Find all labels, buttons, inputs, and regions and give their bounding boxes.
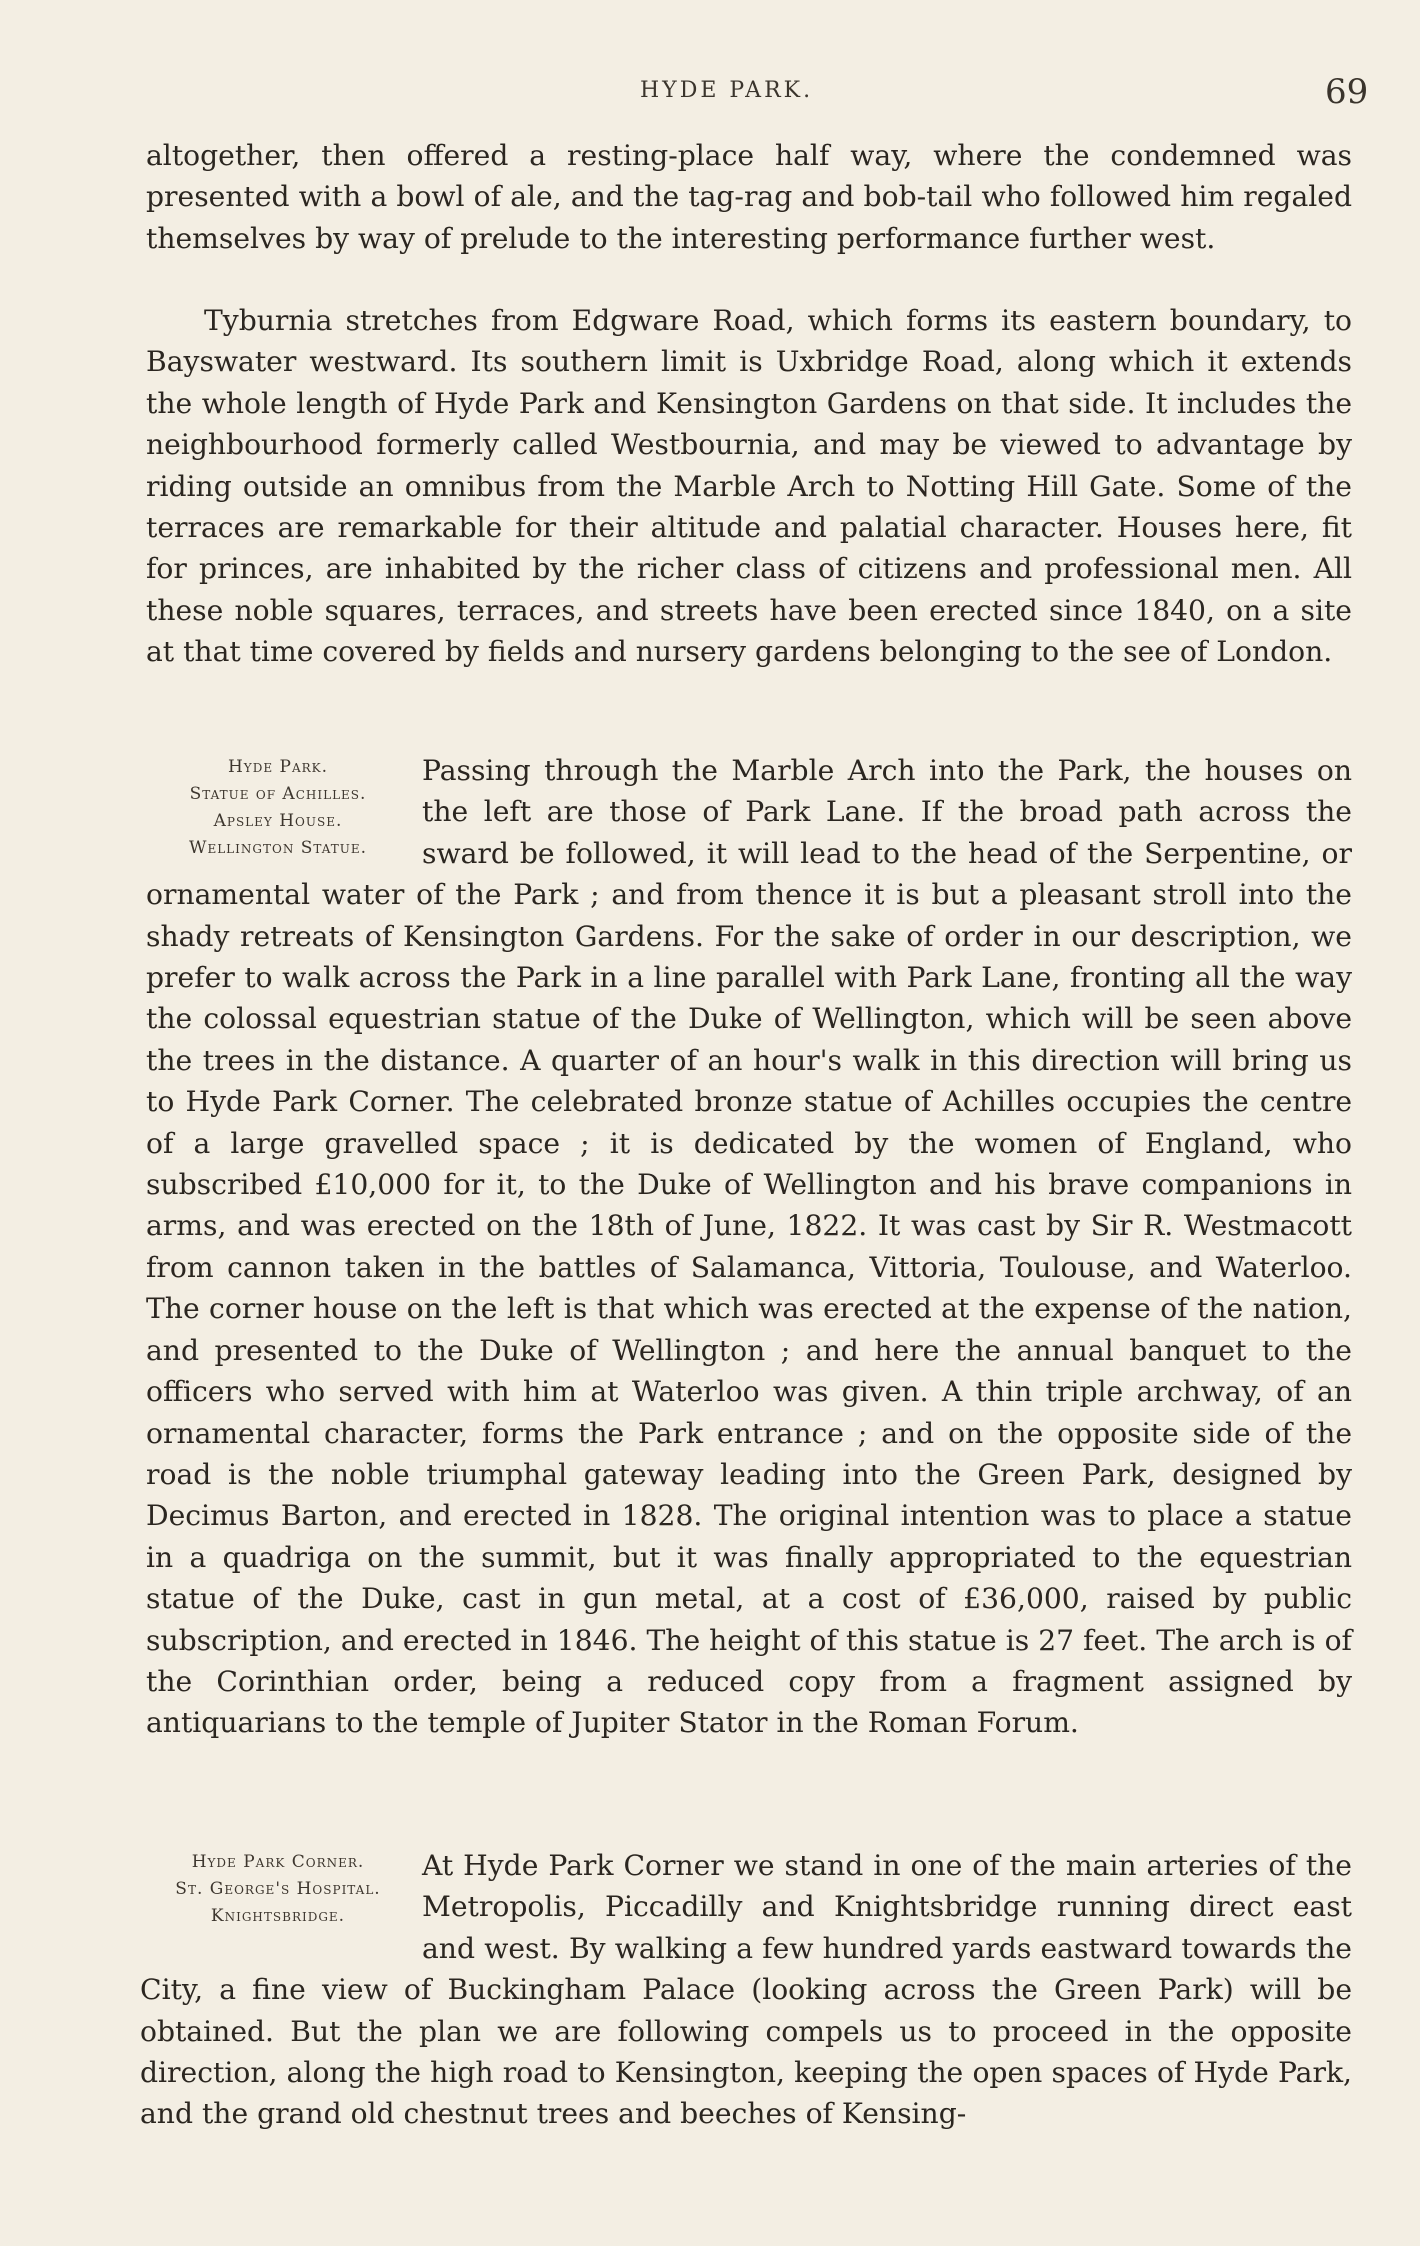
side-notes-hyde-park-corner [140, 1851, 416, 1932]
side-note: Wellington Statue. [188, 838, 368, 858]
running-head: HYDE PARK. [640, 78, 814, 103]
side-note: Apsley House. [213, 811, 343, 831]
section-hyde-park [140, 750, 1352, 1744]
page-number: 69 [1325, 72, 1369, 112]
paragraph-hyde-park-corner: At Hyde Park Corner we stand in one of the main arteries of the Metropolis, Piccadilly and Knightsbridge running direct east and west. By walking a few hundred yards eastward towards the City, a fine view of Buckingham Palace (looking across the Green Park) will be obtained. But the plan we are following compels us to proceed in the opposite direction, along the high road to Kensington, keeping the open spaces of Hyde Park, and the grand old chestnut trees and beeches of Kensing- [140, 1849, 1352, 2131]
section-hyde-park-corner [140, 1845, 1352, 2135]
side-note: Hyde Park. [227, 757, 329, 777]
side-note: Statue of Achilles. [189, 784, 367, 804]
paragraph-hyde-park: Passing through the Marble Arch into the Park, the houses on the left are those of Park Lane. If the broad path across the sward be followed, it will lead to the head of the Serpentine, or ornamental water of the Park ; and from thence it is but a pleasant stroll into the shady retreats of Kensington Gardens. For the sake of order in our description, we prefer to walk across the Park in a line parallel with Park Lane, fronting all the way the colossal equestrian statue of the Duke of Wellington, which will be seen above the trees in the distance. A quarter of an hour's walk in this direction will bring us to Hyde Park Corner. The celebrated bronze statue of Achilles occupies the centre of a large gravelled space ; it is dedicated by the women of England, who subscribed £10,000 for it, to the Duke of Wellington and his brave companions in arms, and was erected on the 18th of June, 1822. It was cast by Sir R. Westmacott from cannon taken in the battles of Salamanca, Vittoria, Toulouse, and Waterloo. The corner house on the left is that which was erected at the expense of the nation, and presented to the Duke of Wellington ; and here the annual banquet to the officers who served with him at Waterloo was given. A thin triple archway, of an ornamental character, forms the Park entrance ; and on the opposite side of the road is the noble triumphal gateway leading into the Green Park, designed by Decimus Barton, and erected in 1828. The original intention was to place a statue in a quadriga on the summit, but it was finally appropriated to the equestrian statue of the Duke, cast in gun metal, at a cost of £36,000, raised by public subscription, and erected in 1846. The height of this statue is 27 feet. The arch is of the Corinthian order, being a reduced copy from a fragment assigned by antiquarians to the temple of Jupiter Stator in the Roman Forum. [146, 754, 1352, 1740]
side-note: St. George's Hospital. [175, 1879, 381, 1899]
side-notes-hyde-park [140, 756, 416, 864]
side-note: Hyde Park Corner. [191, 1852, 365, 1872]
paragraph-tyburnia: Tyburnia stretches from Edgware Road, which forms its eastern boundary, to Bayswater westward. Its southern limit is Uxbridge Road, along which it extends the whole length of Hyde Park and Kensington Gardens on that side. It includes the neighbourhood formerly called Westbournia, and may be viewed to advantage by riding outside an omnibus from the Marble Arch to Notting Hill Gate. Some of the terraces are remarkable for their altitude and palatial character. Houses here, fit for princes, are inhabited by the richer class of citizens and professional men. All these noble squares, terraces, and streets have been erected since 1840, on a site at that time covered by fields and nursery gardens belonging to the see of London. [146, 304, 1352, 669]
page-header [0, 72, 1420, 112]
paragraph-tyburn-continued: altogether, then offered a resting-place half way, where the condemned was presented with a bowl of ale, and the tag-rag and bob-tail who followed him regaled themselves by way of prelude to the interesting performance further west. [146, 139, 1352, 255]
side-note: Knightsbridge. [210, 1906, 346, 1926]
